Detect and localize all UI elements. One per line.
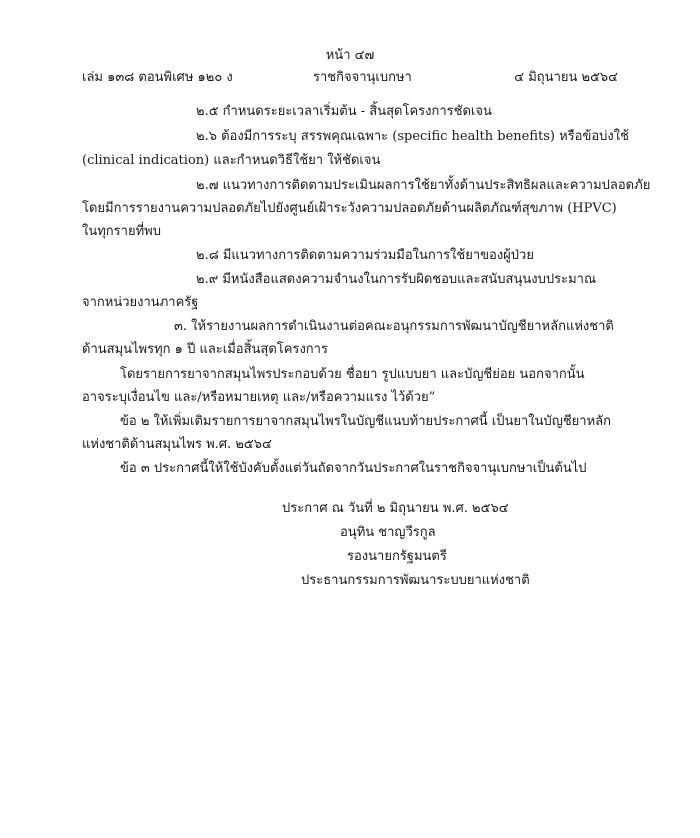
item-2-7-line-1: ๒.๗ แนวทางการติดตามประเมินผลการใช้ยาทั้งด้านประสิทธิผลและความปลอดภัย <box>196 178 651 193</box>
item-2-5: ๒.๕ กำหนดระยะเวลาเริ่มต้น - สิ้นสุดโครงการชัดเจน <box>196 104 492 119</box>
clause-3: ข้อ ๓ ประกาศนี้ให้ใช้บังคับตั้งแต่วันถัดจากวันประกาศในราชกิจจานุเบกษาเป็นต้นไป <box>120 461 587 476</box>
clause-2-line-1: ข้อ ๒ ให้เพิ่มเติมรายการยาจากสมุนไพรในบัญชีแนบท้ายประกาศนี้ เป็นยาในบัญชียาหลัก <box>120 414 611 429</box>
publication-name: ราชกิจจานุเบกษา <box>313 70 412 85</box>
gazette-header <box>82 66 618 84</box>
signatory-name: อนุทิน ชาญวีรกูล <box>340 525 436 540</box>
item-2-6-line-1: ๒.๖ ต้องมีการระบุ สรรพคุณเฉพาะ (specific health benefits) หรือข้อบ่งใช้ <box>196 129 629 144</box>
item-2-8: ๒.๘ มีแนวทางการติดตามความร่วมมือในการใช้ยาของผู้ป่วย <box>196 248 534 263</box>
item-2-7-line-2: โดยมีการรายงานความปลอดภัยไปยังศูนย์เฝ้าระวังความปลอดภัยด้านผลิตภัณฑ์สุขภาพ (HPVC) <box>82 201 617 216</box>
item-2-9-line-1: ๒.๙ มีหนังสือแสดงความจำนงในการรับผิดชอบและสนับสนุนงบประมาณ <box>196 272 597 287</box>
item-2-6-line-2: (clinical indication) และกำหนดวิธีใช้ยา ให้ชัดเจน <box>82 153 381 168</box>
announcement-date: ประกาศ ณ วันที่ ๒ มิถุนายน พ.ศ. ๒๕๖๔ <box>282 501 509 516</box>
page-number: หน้า ๔๗ <box>325 48 375 63</box>
item-3-line-1: ๓. ให้รายงานผลการดำเนินงานต่อคณะอนุกรรมการพัฒนาบัญชียาหลักแห่งชาติ <box>174 319 614 334</box>
clause-2-line-2: แห่งชาติด้านสมุนไพร พ.ศ. ๒๕๖๔ <box>82 437 272 452</box>
volume-info: เล่ม ๑๓๘ ตอนพิเศษ ๑๒๐ ง <box>82 70 233 85</box>
signatory-role: ประธานกรรมการพัฒนาระบบยาแห่งชาติ <box>301 573 530 588</box>
note-line-2: อาจระบุเงื่อนไข และ/หรือหมายเหตุ และ/หรือความแรง ไว้ด้วย” <box>82 390 436 405</box>
item-3-line-2: ด้านสมุนไพรทุก ๑ ปี และเมื่อสิ้นสุดโครงการ <box>82 342 328 357</box>
signatory-position: รองนายกรัฐมนตรี <box>347 549 447 564</box>
note-line-1: โดยรายการยาจากสมุนไพรประกอบด้วย ชื่อยา รูปแบบยา และบัญชีย่อย นอกจากนั้น <box>120 367 585 382</box>
issue-date: ๔ มิถุนายน ๒๕๖๔ <box>514 70 618 85</box>
item-2-7-line-3: ในทุกรายที่พบ <box>82 224 161 239</box>
item-2-9-line-2: จากหน่วยงานภาครัฐ <box>82 295 199 310</box>
